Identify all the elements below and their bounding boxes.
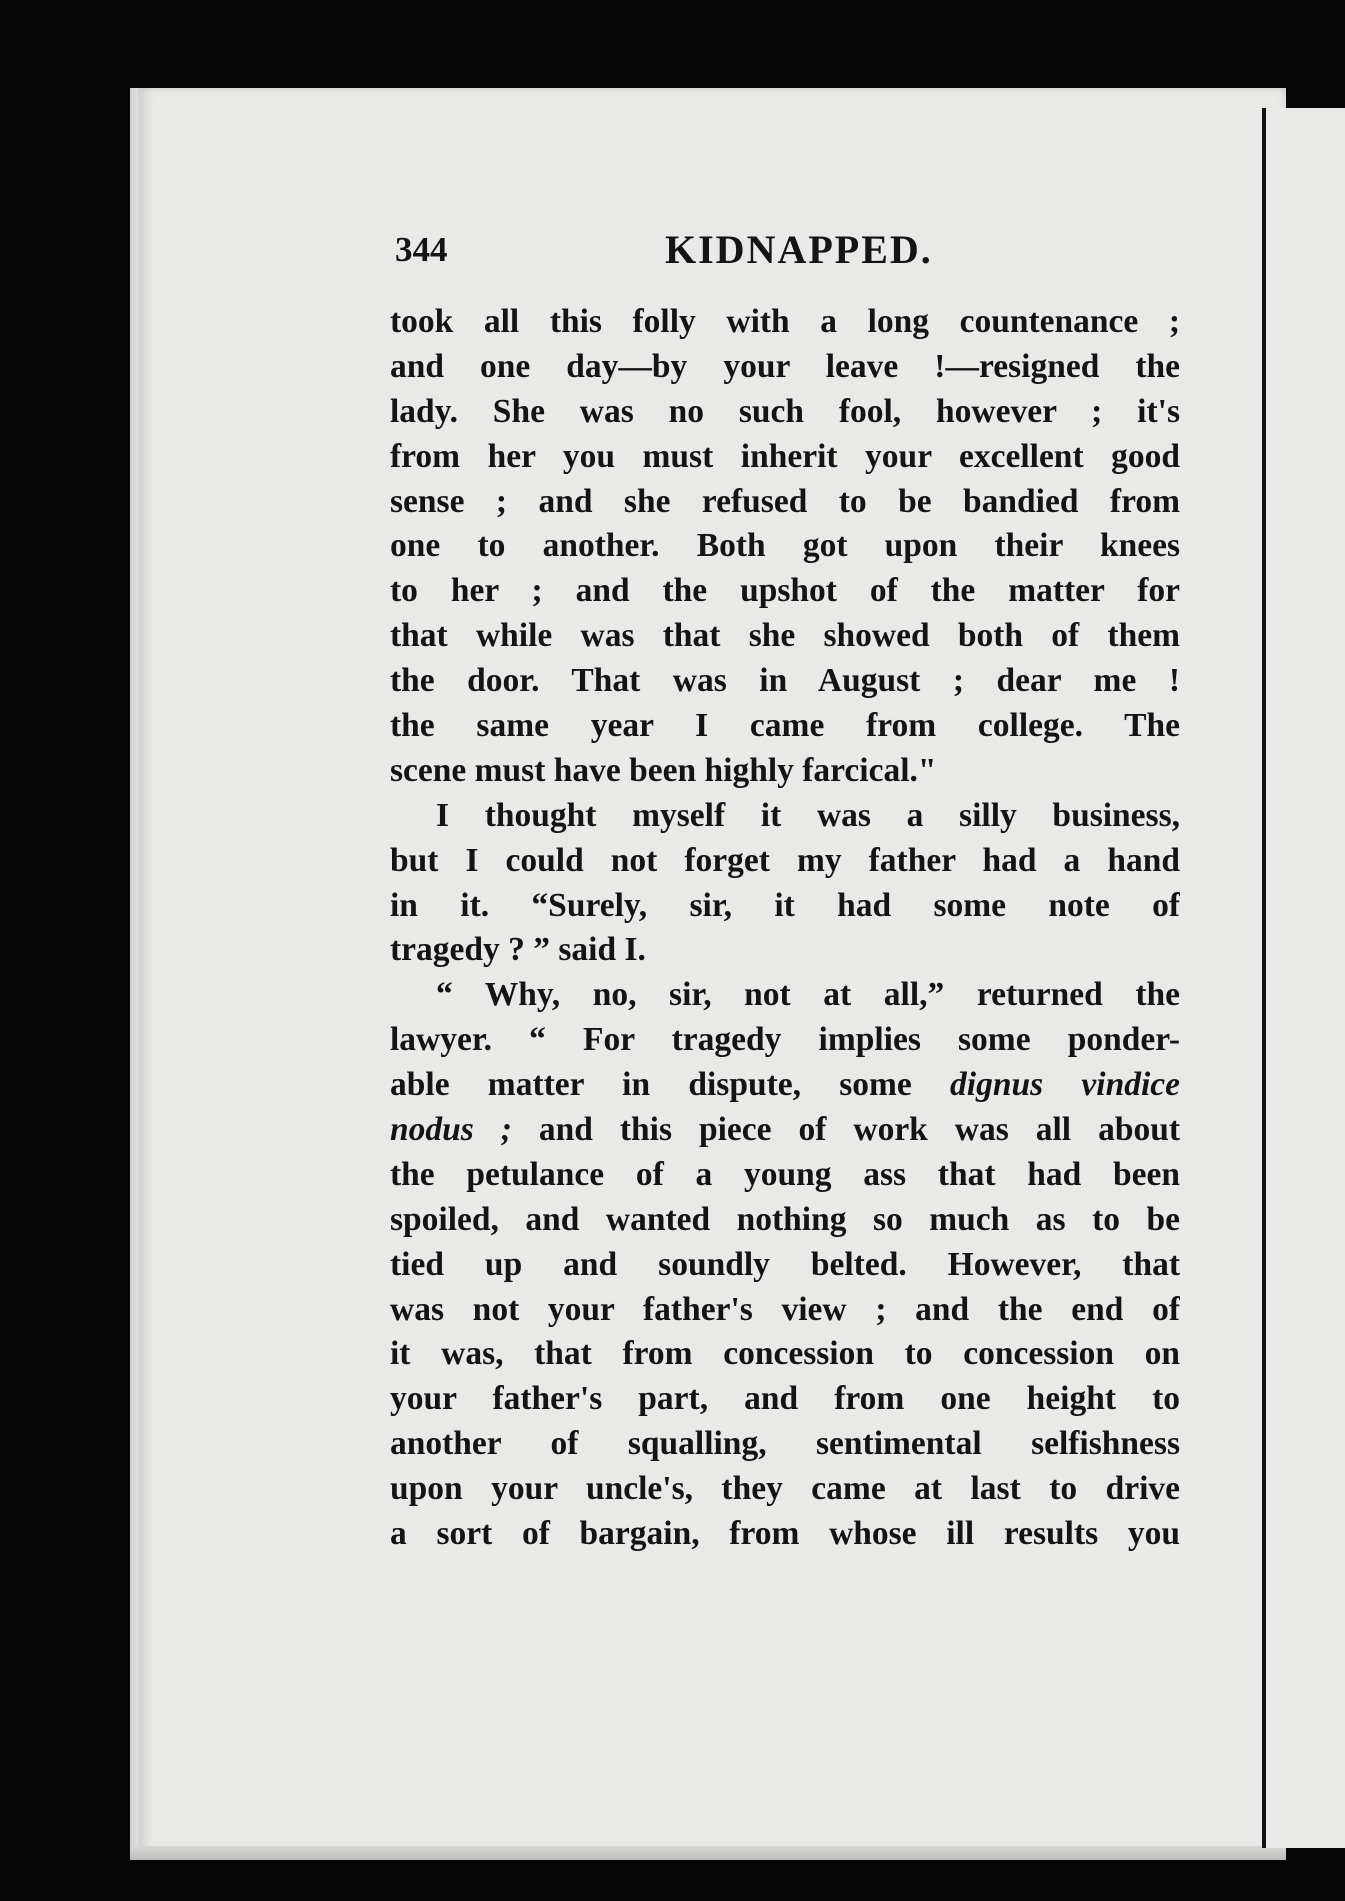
text-line: but I could not forget my father had a hand xyxy=(390,841,1180,879)
text-line: to her ; and the upshot of the matter for xyxy=(390,572,1180,610)
text-line: “ Why, no, sir, not at all,” returned the xyxy=(436,976,1180,1014)
text-line: the same year I came from college. The xyxy=(390,707,1180,745)
text-line: sense ; and she refused to be bandied from xyxy=(390,482,1180,520)
text-line: lawyer. “ For tragedy implies some ponder- xyxy=(390,1021,1180,1059)
text-line: a sort of bargain, from whose ill results you xyxy=(390,1515,1180,1553)
latin-phrase: dignus vindice xyxy=(950,1066,1180,1104)
text-line: and one day—by your leave !—resigned the xyxy=(390,347,1180,385)
text-line: scene must have been highly farcical." xyxy=(390,751,937,789)
body-text xyxy=(390,300,1180,1557)
text-line: able matter in dispute, some dignus vindice xyxy=(390,1066,1180,1104)
page-header xyxy=(395,226,1185,276)
text-line: from her you must inherit your excellent good xyxy=(390,437,1180,475)
adjacent-page-edge xyxy=(1262,108,1345,1848)
text-line: your father's part, and from one height to xyxy=(390,1380,1180,1418)
text-line: nodus ; and this piece of work was all about xyxy=(390,1111,1180,1149)
text-line: tragedy ? ” said I. xyxy=(390,931,646,969)
text-line: one to another. Both got upon their knees xyxy=(390,527,1180,565)
text-line: the petulance of a young ass that had been xyxy=(390,1155,1180,1193)
text-line: it was, that from concession to concession on xyxy=(390,1335,1180,1373)
text-line: took all this folly with a long countenance ; xyxy=(390,303,1180,340)
page-number: 344 xyxy=(395,230,448,269)
page-bottom-edge xyxy=(130,1846,1286,1860)
running-title: KIDNAPPED. xyxy=(665,227,933,272)
text-line: the door. That was in August ; dear me ! xyxy=(390,662,1180,700)
text-line: that while was that she showed both of them xyxy=(390,617,1180,655)
text-line: tied up and soundly belted. However, that xyxy=(390,1245,1180,1283)
text-line: in it. “Surely, sir, it had some note of xyxy=(390,886,1180,924)
text-line: lady. She was no such fool, however ; it's xyxy=(390,392,1180,430)
latin-phrase: nodus ; xyxy=(390,1111,512,1149)
text-line: was not your father's view ; and the end of xyxy=(390,1290,1180,1328)
text-line: another of squalling, sentimental selfishness xyxy=(390,1425,1180,1463)
text-line: spoiled, and wanted nothing so much as to be xyxy=(390,1200,1180,1238)
text-line: upon your uncle's, they came at last to drive xyxy=(390,1470,1180,1508)
text-line: I thought myself it was a silly business, xyxy=(436,796,1180,834)
